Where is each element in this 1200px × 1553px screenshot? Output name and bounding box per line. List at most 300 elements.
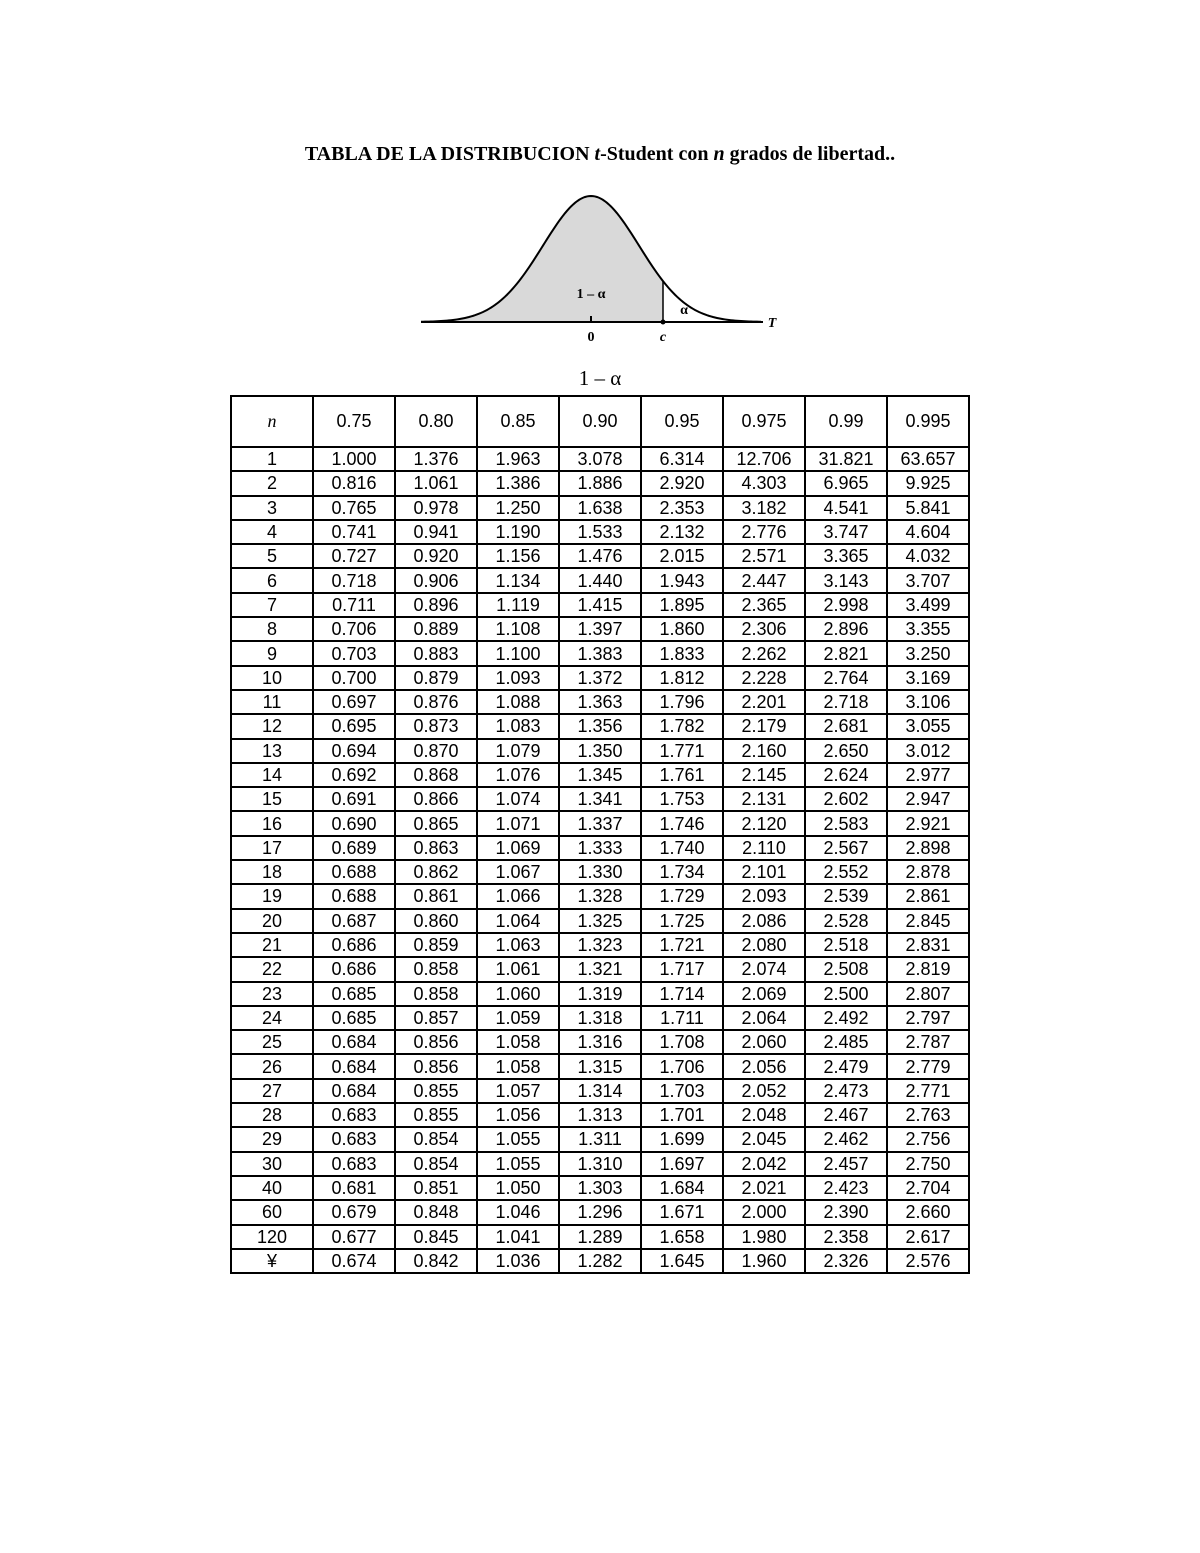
column-header: 0.90 bbox=[559, 396, 641, 447]
tail-alpha-label: α bbox=[680, 303, 688, 318]
critical-value-cell: 2.048 bbox=[723, 1103, 805, 1127]
critical-value-cell: 1.311 bbox=[559, 1127, 641, 1151]
critical-value-cell: 0.868 bbox=[395, 763, 477, 787]
critical-value-cell: 1.055 bbox=[477, 1152, 559, 1176]
critical-value-cell: 1.296 bbox=[559, 1200, 641, 1224]
critical-value-cell: 2.776 bbox=[723, 520, 805, 544]
table-row bbox=[231, 714, 969, 738]
critical-value-cell: 2.650 bbox=[805, 739, 887, 763]
critical-value-cell: 6.314 bbox=[641, 447, 723, 471]
critical-value-cell: 1.714 bbox=[641, 982, 723, 1006]
critical-value-cell: 2.624 bbox=[805, 763, 887, 787]
critical-value-cell: 0.687 bbox=[313, 909, 395, 933]
critical-value-cell: 1.050 bbox=[477, 1176, 559, 1200]
table-row bbox=[231, 1127, 969, 1151]
critical-value-cell: 0.856 bbox=[395, 1030, 477, 1054]
critical-value-cell: 2.763 bbox=[887, 1103, 969, 1127]
critical-value-cell: 1.383 bbox=[559, 641, 641, 665]
table-row bbox=[231, 690, 969, 714]
critical-value-cell: 0.858 bbox=[395, 957, 477, 981]
critical-value-cell: 1.699 bbox=[641, 1127, 723, 1151]
critical-value-cell: 2.576 bbox=[887, 1249, 969, 1273]
critical-value-cell: 2.998 bbox=[805, 593, 887, 617]
critical-value-cell: 0.865 bbox=[395, 811, 477, 835]
critical-value-cell: 1.079 bbox=[477, 739, 559, 763]
degrees-of-freedom-cell: 24 bbox=[231, 1006, 313, 1030]
critical-value-cell: 2.617 bbox=[887, 1225, 969, 1249]
critical-value-cell: 1.041 bbox=[477, 1225, 559, 1249]
critical-value-cell: 1.328 bbox=[559, 884, 641, 908]
critical-value-cell: 1.376 bbox=[395, 447, 477, 471]
critical-value-cell: 1.313 bbox=[559, 1103, 641, 1127]
column-header: 0.975 bbox=[723, 396, 805, 447]
critical-value-cell: 2.101 bbox=[723, 860, 805, 884]
critical-value-cell: 1.372 bbox=[559, 666, 641, 690]
table-row bbox=[231, 836, 969, 860]
critical-value-cell: 2.764 bbox=[805, 666, 887, 690]
critical-value-cell: 1.706 bbox=[641, 1054, 723, 1078]
critical-value-cell: 1.316 bbox=[559, 1030, 641, 1054]
table-row bbox=[231, 763, 969, 787]
critical-value-cell: 1.782 bbox=[641, 714, 723, 738]
critical-value-cell: 2.447 bbox=[723, 568, 805, 592]
critical-value-cell: 2.718 bbox=[805, 690, 887, 714]
shaded-area-one-minus-alpha bbox=[421, 196, 663, 322]
table-row bbox=[231, 641, 969, 665]
table-row bbox=[231, 884, 969, 908]
table-row bbox=[231, 1225, 969, 1249]
critical-value-cell: 2.131 bbox=[723, 787, 805, 811]
degrees-of-freedom-cell: 21 bbox=[231, 933, 313, 957]
critical-value-cell: 2.110 bbox=[723, 836, 805, 860]
critical-value-cell: 0.688 bbox=[313, 860, 395, 884]
critical-value-cell: 2.878 bbox=[887, 860, 969, 884]
critical-value-cell: 1.108 bbox=[477, 617, 559, 641]
degrees-of-freedom-cell: 12 bbox=[231, 714, 313, 738]
table-row bbox=[231, 617, 969, 641]
critical-value-cell: 1.645 bbox=[641, 1249, 723, 1273]
critical-value-cell: 0.858 bbox=[395, 982, 477, 1006]
critical-value-cell: 1.771 bbox=[641, 739, 723, 763]
column-header: 0.75 bbox=[313, 396, 395, 447]
critical-value-cell: 0.855 bbox=[395, 1079, 477, 1103]
critical-value-cell: 0.741 bbox=[313, 520, 395, 544]
critical-value-cell: 0.694 bbox=[313, 739, 395, 763]
critical-value-cell: 0.686 bbox=[313, 957, 395, 981]
critical-value-cell: 1.386 bbox=[477, 471, 559, 495]
table-row bbox=[231, 933, 969, 957]
degrees-of-freedom-cell: 9 bbox=[231, 641, 313, 665]
critical-value-cell: 0.816 bbox=[313, 471, 395, 495]
critical-value-cell: 1.071 bbox=[477, 811, 559, 835]
critical-value-cell: 3.078 bbox=[559, 447, 641, 471]
table-row bbox=[231, 1176, 969, 1200]
critical-value-cell: 2.060 bbox=[723, 1030, 805, 1054]
critical-value-cell: 1.058 bbox=[477, 1054, 559, 1078]
critical-value-cell: 1.100 bbox=[477, 641, 559, 665]
critical-value-cell: 0.870 bbox=[395, 739, 477, 763]
table-row bbox=[231, 1200, 969, 1224]
critical-value-cell: 2.056 bbox=[723, 1054, 805, 1078]
degrees-of-freedom-cell: 6 bbox=[231, 568, 313, 592]
critical-value-cell: 0.851 bbox=[395, 1176, 477, 1200]
table-row bbox=[231, 544, 969, 568]
critical-value-cell: 1.156 bbox=[477, 544, 559, 568]
critical-value-cell: 2.160 bbox=[723, 739, 805, 763]
degrees-of-freedom-cell: 30 bbox=[231, 1152, 313, 1176]
degrees-of-freedom-cell: 16 bbox=[231, 811, 313, 835]
critical-value-cell: 4.604 bbox=[887, 520, 969, 544]
critical-value-cell: 4.032 bbox=[887, 544, 969, 568]
critical-value-cell: 2.080 bbox=[723, 933, 805, 957]
table-row bbox=[231, 1054, 969, 1078]
critical-value-cell: 2.015 bbox=[641, 544, 723, 568]
critical-value-cell: 2.571 bbox=[723, 544, 805, 568]
critical-value-cell: 2.262 bbox=[723, 641, 805, 665]
critical-value-cell: 3.707 bbox=[887, 568, 969, 592]
critical-value-cell: 0.848 bbox=[395, 1200, 477, 1224]
degrees-of-freedom-cell: 5 bbox=[231, 544, 313, 568]
degrees-of-freedom-cell: 4 bbox=[231, 520, 313, 544]
critical-value-cell: 1.711 bbox=[641, 1006, 723, 1030]
critical-value-cell: 2.518 bbox=[805, 933, 887, 957]
critical-value-cell: 0.876 bbox=[395, 690, 477, 714]
t-axis-label: T bbox=[767, 316, 777, 331]
critical-value-cell: 2.467 bbox=[805, 1103, 887, 1127]
critical-value-cell: 2.353 bbox=[641, 496, 723, 520]
critical-value-cell: 2.021 bbox=[723, 1176, 805, 1200]
table-row bbox=[231, 1079, 969, 1103]
critical-value-cell: 0.845 bbox=[395, 1225, 477, 1249]
critical-value-cell: 0.883 bbox=[395, 641, 477, 665]
c-point bbox=[661, 320, 666, 325]
critical-value-cell: 0.727 bbox=[313, 544, 395, 568]
critical-value-cell: 1.337 bbox=[559, 811, 641, 835]
critical-value-cell: 1.058 bbox=[477, 1030, 559, 1054]
critical-value-cell: 3.106 bbox=[887, 690, 969, 714]
critical-value-cell: 2.583 bbox=[805, 811, 887, 835]
critical-value-cell: 1.833 bbox=[641, 641, 723, 665]
critical-value-cell: 2.797 bbox=[887, 1006, 969, 1030]
critical-value-cell: 2.492 bbox=[805, 1006, 887, 1030]
critical-value-cell: 1.980 bbox=[723, 1225, 805, 1249]
table-row bbox=[231, 496, 969, 520]
critical-value-cell: 0.684 bbox=[313, 1079, 395, 1103]
critical-value-cell: 0.889 bbox=[395, 617, 477, 641]
critical-value-cell: 31.821 bbox=[805, 447, 887, 471]
critical-value-cell: 0.920 bbox=[395, 544, 477, 568]
c-label: c bbox=[659, 330, 667, 345]
critical-value-cell: 3.355 bbox=[887, 617, 969, 641]
critical-value-cell: 2.201 bbox=[723, 690, 805, 714]
confidence-level-header: 1 – α bbox=[578, 366, 622, 390]
critical-value-cell: 4.541 bbox=[805, 496, 887, 520]
critical-value-cell: 0.683 bbox=[313, 1152, 395, 1176]
critical-value-cell: 0.695 bbox=[313, 714, 395, 738]
critical-value-cell: 0.854 bbox=[395, 1127, 477, 1151]
critical-value-cell: 1.761 bbox=[641, 763, 723, 787]
critical-value-cell: 2.552 bbox=[805, 860, 887, 884]
critical-value-cell: 1.319 bbox=[559, 982, 641, 1006]
table-row bbox=[231, 447, 969, 471]
critical-value-cell: 2.485 bbox=[805, 1030, 887, 1054]
critical-value-cell: 2.845 bbox=[887, 909, 969, 933]
critical-value-cell: 0.978 bbox=[395, 496, 477, 520]
critical-value-cell: 2.567 bbox=[805, 836, 887, 860]
critical-value-cell: 1.960 bbox=[723, 1249, 805, 1273]
critical-value-cell: 1.350 bbox=[559, 739, 641, 763]
critical-value-cell: 1.753 bbox=[641, 787, 723, 811]
t-distribution-figure bbox=[415, 188, 795, 348]
zero-label: 0 bbox=[587, 330, 595, 345]
critical-value-cell: 0.718 bbox=[313, 568, 395, 592]
table-row bbox=[231, 982, 969, 1006]
critical-value-cell: 0.873 bbox=[395, 714, 477, 738]
critical-value-cell: 3.747 bbox=[805, 520, 887, 544]
critical-value-cell: 2.069 bbox=[723, 982, 805, 1006]
table-row bbox=[231, 739, 969, 763]
critical-value-cell: 2.358 bbox=[805, 1225, 887, 1249]
critical-value-cell: 3.250 bbox=[887, 641, 969, 665]
critical-value-cell: 2.787 bbox=[887, 1030, 969, 1054]
critical-value-cell: 1.119 bbox=[477, 593, 559, 617]
degrees-of-freedom-cell: 13 bbox=[231, 739, 313, 763]
critical-value-cell: 2.921 bbox=[887, 811, 969, 835]
critical-value-cell: 1.725 bbox=[641, 909, 723, 933]
degrees-of-freedom-cell: 26 bbox=[231, 1054, 313, 1078]
critical-value-cell: 1.963 bbox=[477, 447, 559, 471]
degrees-of-freedom-header: n bbox=[231, 396, 313, 447]
critical-value-cell: 2.093 bbox=[723, 884, 805, 908]
critical-value-cell: 1.074 bbox=[477, 787, 559, 811]
critical-value-cell: 2.831 bbox=[887, 933, 969, 957]
critical-value-cell: 1.701 bbox=[641, 1103, 723, 1127]
critical-value-cell: 1.943 bbox=[641, 568, 723, 592]
degrees-of-freedom-cell: 18 bbox=[231, 860, 313, 884]
critical-value-cell: 0.697 bbox=[313, 690, 395, 714]
table-row bbox=[231, 811, 969, 835]
critical-value-cell: 0.681 bbox=[313, 1176, 395, 1200]
critical-value-cell: 1.066 bbox=[477, 884, 559, 908]
critical-value-cell: 1.397 bbox=[559, 617, 641, 641]
critical-value-cell: 2.821 bbox=[805, 641, 887, 665]
critical-value-cell: 1.063 bbox=[477, 933, 559, 957]
table-body bbox=[231, 447, 969, 1273]
table-header-row bbox=[231, 396, 969, 447]
critical-value-cell: 2.771 bbox=[887, 1079, 969, 1103]
critical-value-cell: 2.779 bbox=[887, 1054, 969, 1078]
critical-value-cell: 1.356 bbox=[559, 714, 641, 738]
critical-value-cell: 0.861 bbox=[395, 884, 477, 908]
critical-value-cell: 1.746 bbox=[641, 811, 723, 835]
critical-value-cell: 1.303 bbox=[559, 1176, 641, 1200]
table-row bbox=[231, 593, 969, 617]
degrees-of-freedom-cell: 10 bbox=[231, 666, 313, 690]
degrees-of-freedom-cell: 40 bbox=[231, 1176, 313, 1200]
critical-value-cell: 1.796 bbox=[641, 690, 723, 714]
critical-value-cell: 1.708 bbox=[641, 1030, 723, 1054]
critical-value-cell: 0.863 bbox=[395, 836, 477, 860]
critical-value-cell: 1.069 bbox=[477, 836, 559, 860]
critical-value-cell: 0.689 bbox=[313, 836, 395, 860]
column-header: 0.80 bbox=[395, 396, 477, 447]
critical-value-cell: 2.000 bbox=[723, 1200, 805, 1224]
critical-value-cell: 2.228 bbox=[723, 666, 805, 690]
critical-value-cell: 1.721 bbox=[641, 933, 723, 957]
critical-value-cell: 0.862 bbox=[395, 860, 477, 884]
critical-value-cell: 2.681 bbox=[805, 714, 887, 738]
degrees-of-freedom-cell: 11 bbox=[231, 690, 313, 714]
critical-value-cell: 0.855 bbox=[395, 1103, 477, 1127]
critical-value-cell: 1.729 bbox=[641, 884, 723, 908]
critical-value-cell: 1.036 bbox=[477, 1249, 559, 1273]
critical-value-cell: 0.683 bbox=[313, 1103, 395, 1127]
critical-value-cell: 0.677 bbox=[313, 1225, 395, 1249]
critical-value-cell: 2.750 bbox=[887, 1152, 969, 1176]
critical-value-cell: 1.333 bbox=[559, 836, 641, 860]
critical-value-cell: 2.898 bbox=[887, 836, 969, 860]
critical-value-cell: 3.499 bbox=[887, 593, 969, 617]
critical-value-cell: 0.684 bbox=[313, 1054, 395, 1078]
critical-value-cell: 0.686 bbox=[313, 933, 395, 957]
critical-value-cell: 1.812 bbox=[641, 666, 723, 690]
table-row bbox=[231, 520, 969, 544]
critical-value-cell: 1.734 bbox=[641, 860, 723, 884]
critical-value-cell: 2.528 bbox=[805, 909, 887, 933]
critical-value-cell: 1.061 bbox=[395, 471, 477, 495]
title-n-variable: n bbox=[713, 143, 725, 165]
degrees-of-freedom-cell: 3 bbox=[231, 496, 313, 520]
critical-value-cell: 1.321 bbox=[559, 957, 641, 981]
title-t-variable: t bbox=[594, 143, 601, 165]
critical-value-cell: 1.886 bbox=[559, 471, 641, 495]
column-header: 0.995 bbox=[887, 396, 969, 447]
critical-value-cell: 2.457 bbox=[805, 1152, 887, 1176]
critical-value-cell: 1.895 bbox=[641, 593, 723, 617]
bell-curve-diagram bbox=[415, 188, 795, 348]
critical-value-cell: 0.857 bbox=[395, 1006, 477, 1030]
critical-value-cell: 1.341 bbox=[559, 787, 641, 811]
critical-value-cell: 2.861 bbox=[887, 884, 969, 908]
critical-value-cell: 2.500 bbox=[805, 982, 887, 1006]
table-row bbox=[231, 471, 969, 495]
critical-value-cell: 0.854 bbox=[395, 1152, 477, 1176]
critical-value-cell: 0.684 bbox=[313, 1030, 395, 1054]
table-row bbox=[231, 568, 969, 592]
critical-value-cell: 1.315 bbox=[559, 1054, 641, 1078]
t-distribution-table bbox=[230, 395, 970, 1274]
critical-value-cell: 0.856 bbox=[395, 1054, 477, 1078]
critical-value-cell: 3.055 bbox=[887, 714, 969, 738]
critical-value-cell: 2.074 bbox=[723, 957, 805, 981]
critical-value-cell: 1.658 bbox=[641, 1225, 723, 1249]
critical-value-cell: 1.289 bbox=[559, 1225, 641, 1249]
table-row bbox=[231, 1103, 969, 1127]
degrees-of-freedom-cell: 27 bbox=[231, 1079, 313, 1103]
table-row bbox=[231, 860, 969, 884]
critical-value-cell: 4.303 bbox=[723, 471, 805, 495]
critical-value-cell: 2.120 bbox=[723, 811, 805, 835]
degrees-of-freedom-cell: 7 bbox=[231, 593, 313, 617]
critical-value-cell: 1.684 bbox=[641, 1176, 723, 1200]
critical-value-cell: 63.657 bbox=[887, 447, 969, 471]
critical-value-cell: 0.700 bbox=[313, 666, 395, 690]
critical-value-cell: 1.717 bbox=[641, 957, 723, 981]
critical-value-cell: 1.318 bbox=[559, 1006, 641, 1030]
critical-value-cell: 2.807 bbox=[887, 982, 969, 1006]
critical-value-cell: 9.925 bbox=[887, 471, 969, 495]
degrees-of-freedom-cell: 120 bbox=[231, 1225, 313, 1249]
critical-value-cell: 1.067 bbox=[477, 860, 559, 884]
degrees-of-freedom-cell: 22 bbox=[231, 957, 313, 981]
critical-value-cell: 1.057 bbox=[477, 1079, 559, 1103]
critical-value-cell: 1.325 bbox=[559, 909, 641, 933]
critical-value-cell: 0.896 bbox=[395, 593, 477, 617]
critical-value-cell: 0.685 bbox=[313, 982, 395, 1006]
table-row bbox=[231, 787, 969, 811]
degrees-of-freedom-cell: 60 bbox=[231, 1200, 313, 1224]
column-header: 0.99 bbox=[805, 396, 887, 447]
critical-value-cell: 1.083 bbox=[477, 714, 559, 738]
critical-value-cell: 0.941 bbox=[395, 520, 477, 544]
critical-value-cell: 1.282 bbox=[559, 1249, 641, 1273]
critical-value-cell: 0.703 bbox=[313, 641, 395, 665]
critical-value-cell: 1.190 bbox=[477, 520, 559, 544]
degrees-of-freedom-cell: 25 bbox=[231, 1030, 313, 1054]
critical-value-cell: 2.602 bbox=[805, 787, 887, 811]
critical-value-cell: 0.711 bbox=[313, 593, 395, 617]
table-row bbox=[231, 909, 969, 933]
critical-value-cell: 3.182 bbox=[723, 496, 805, 520]
critical-value-cell: 2.326 bbox=[805, 1249, 887, 1273]
degrees-of-freedom-cell: 29 bbox=[231, 1127, 313, 1151]
degrees-of-freedom-cell: 20 bbox=[231, 909, 313, 933]
column-header: 0.85 bbox=[477, 396, 559, 447]
critical-value-cell: 2.064 bbox=[723, 1006, 805, 1030]
critical-value-cell: 1.076 bbox=[477, 763, 559, 787]
critical-value-cell: 1.363 bbox=[559, 690, 641, 714]
critical-value-cell: 2.423 bbox=[805, 1176, 887, 1200]
critical-value-cell: 1.740 bbox=[641, 836, 723, 860]
critical-value-cell: 2.365 bbox=[723, 593, 805, 617]
critical-value-cell: 0.859 bbox=[395, 933, 477, 957]
degrees-of-freedom-cell: 1 bbox=[231, 447, 313, 471]
critical-value-cell: 5.841 bbox=[887, 496, 969, 520]
critical-value-cell: 0.765 bbox=[313, 496, 395, 520]
critical-value-cell: 2.132 bbox=[641, 520, 723, 544]
degrees-of-freedom-cell: 14 bbox=[231, 763, 313, 787]
critical-value-cell: 1.061 bbox=[477, 957, 559, 981]
page-title: TABLA DE LA DISTRIBUCION t-Student con n grados de libertad.. bbox=[304, 143, 896, 165]
critical-value-cell: 2.508 bbox=[805, 957, 887, 981]
critical-value-cell: 2.086 bbox=[723, 909, 805, 933]
table-row bbox=[231, 957, 969, 981]
critical-value-cell: 1.060 bbox=[477, 982, 559, 1006]
critical-value-cell: 1.059 bbox=[477, 1006, 559, 1030]
critical-value-cell: 2.052 bbox=[723, 1079, 805, 1103]
critical-value-cell: 0.683 bbox=[313, 1127, 395, 1151]
critical-value-cell: 2.947 bbox=[887, 787, 969, 811]
critical-value-cell: 2.756 bbox=[887, 1127, 969, 1151]
critical-value-cell: 1.638 bbox=[559, 496, 641, 520]
degrees-of-freedom-cell: 28 bbox=[231, 1103, 313, 1127]
critical-value-cell: 1.345 bbox=[559, 763, 641, 787]
critical-value-cell: 2.704 bbox=[887, 1176, 969, 1200]
critical-value-cell: 1.314 bbox=[559, 1079, 641, 1103]
degrees-of-freedom-cell: 8 bbox=[231, 617, 313, 641]
table-row bbox=[231, 1152, 969, 1176]
critical-value-cell: 2.462 bbox=[805, 1127, 887, 1151]
